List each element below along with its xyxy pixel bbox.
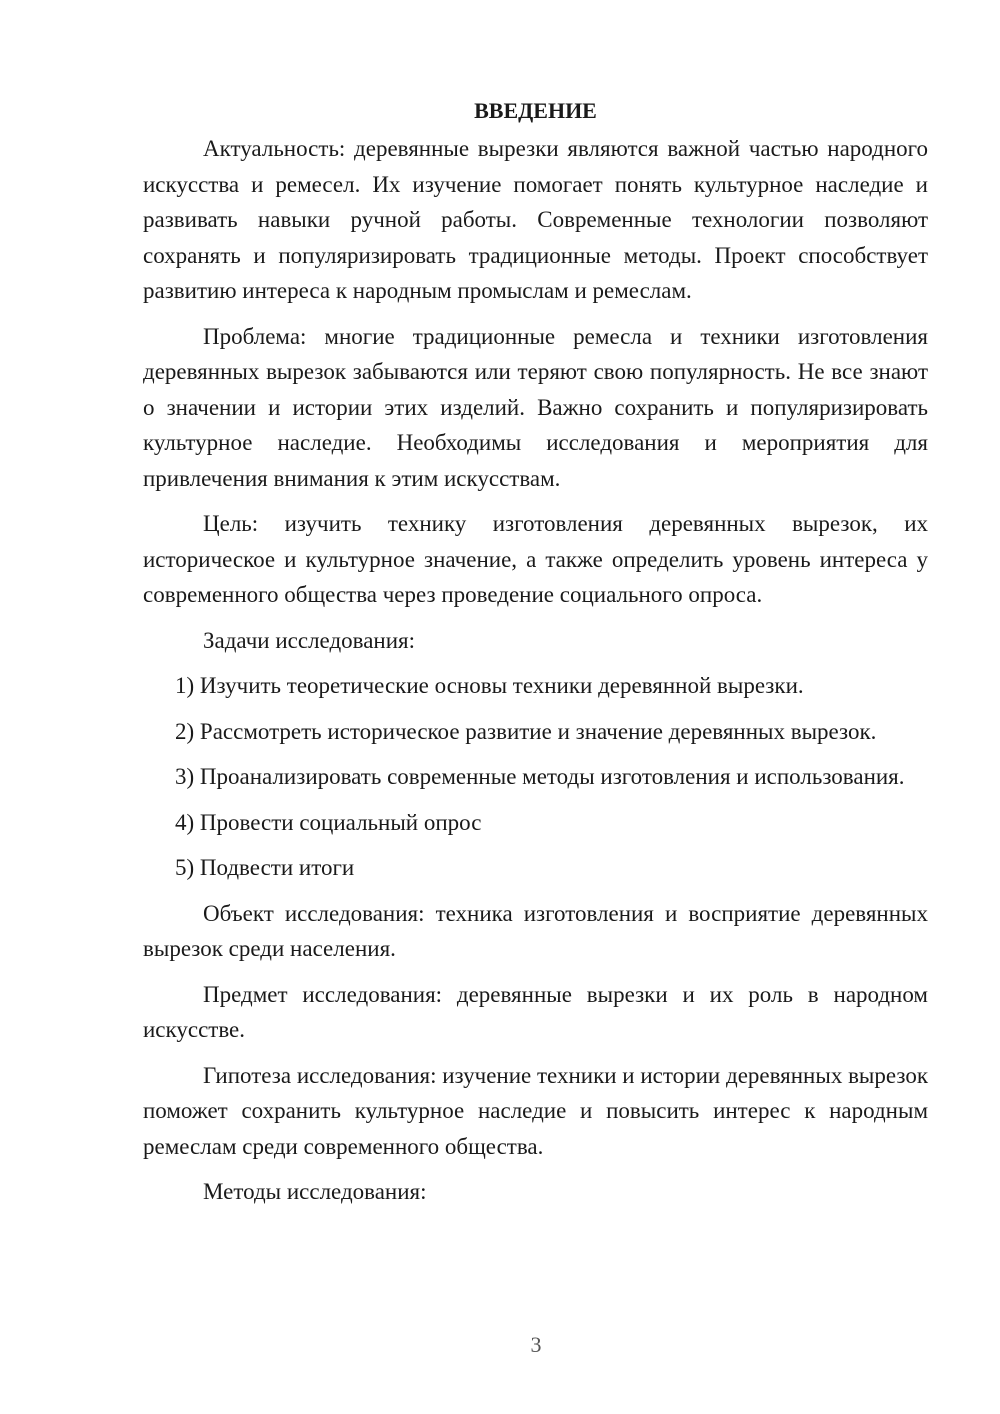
- task-item: 2) Рассмотреть историческое развитие и значение деревянных вырезок.: [175, 718, 877, 744]
- page-body: [143, 92, 928, 1220]
- task-item: 1) Изучить теоретические основы техники деревянной вырезки.: [175, 673, 804, 698]
- task-item: 5) Подвести итоги: [175, 855, 355, 880]
- relevance-paragraph: Актуальность: деревянные вырезки являются важной частью народного искусства и ремесел. Их изучение помогает понять культурное наследие и развивать навыки ручной работы. Современные технологии позволяют сохранять и популяризировать традиционные методы. Проект способствует развитию интереса к народным промыслам и ремеслам.: [143, 136, 928, 303]
- problem-paragraph: Проблема: многие традиционные ремесла и техники изготовления деревянных вырезок забываются или теряют свою популярность. Не все знают о значении и истории этих изделий. Важно сохранить и популяризировать культурное наследие. Необходимы исследования и мероприятия для привлечения внимания к этим искусствам.: [143, 323, 928, 491]
- tasks-heading: Задачи исследования:: [203, 627, 416, 653]
- subject-paragraph: Предмет исследования: деревянные вырезки и их роль в народном искусстве.: [143, 981, 928, 1042]
- task-item: 4) Провести социальный опрос: [175, 809, 482, 835]
- hypothesis-paragraph: Гипотеза исследования: изучение техники и истории деревянных вырезок поможет сохранить культурное наследие и повысить интерес к народным ремеслам среди современного общества.: [143, 1062, 928, 1159]
- page-title: ВВЕДЕНИЕ: [474, 98, 597, 123]
- page-number: 3: [530, 1332, 542, 1357]
- methods-heading: Методы исследования:: [203, 1179, 427, 1204]
- task-item: 3) Проанализировать современные методы изготовления и использования.: [175, 764, 905, 789]
- object-paragraph: Объект исследования: техника изготовления и восприятие деревянных вырезок среди населения.: [143, 900, 928, 961]
- goal-paragraph: Цель: изучить технику изготовления деревянных вырезок, их историческое и культурное значение, а также определить уровень интереса у современного общества через проведение социального опроса.: [143, 511, 928, 607]
